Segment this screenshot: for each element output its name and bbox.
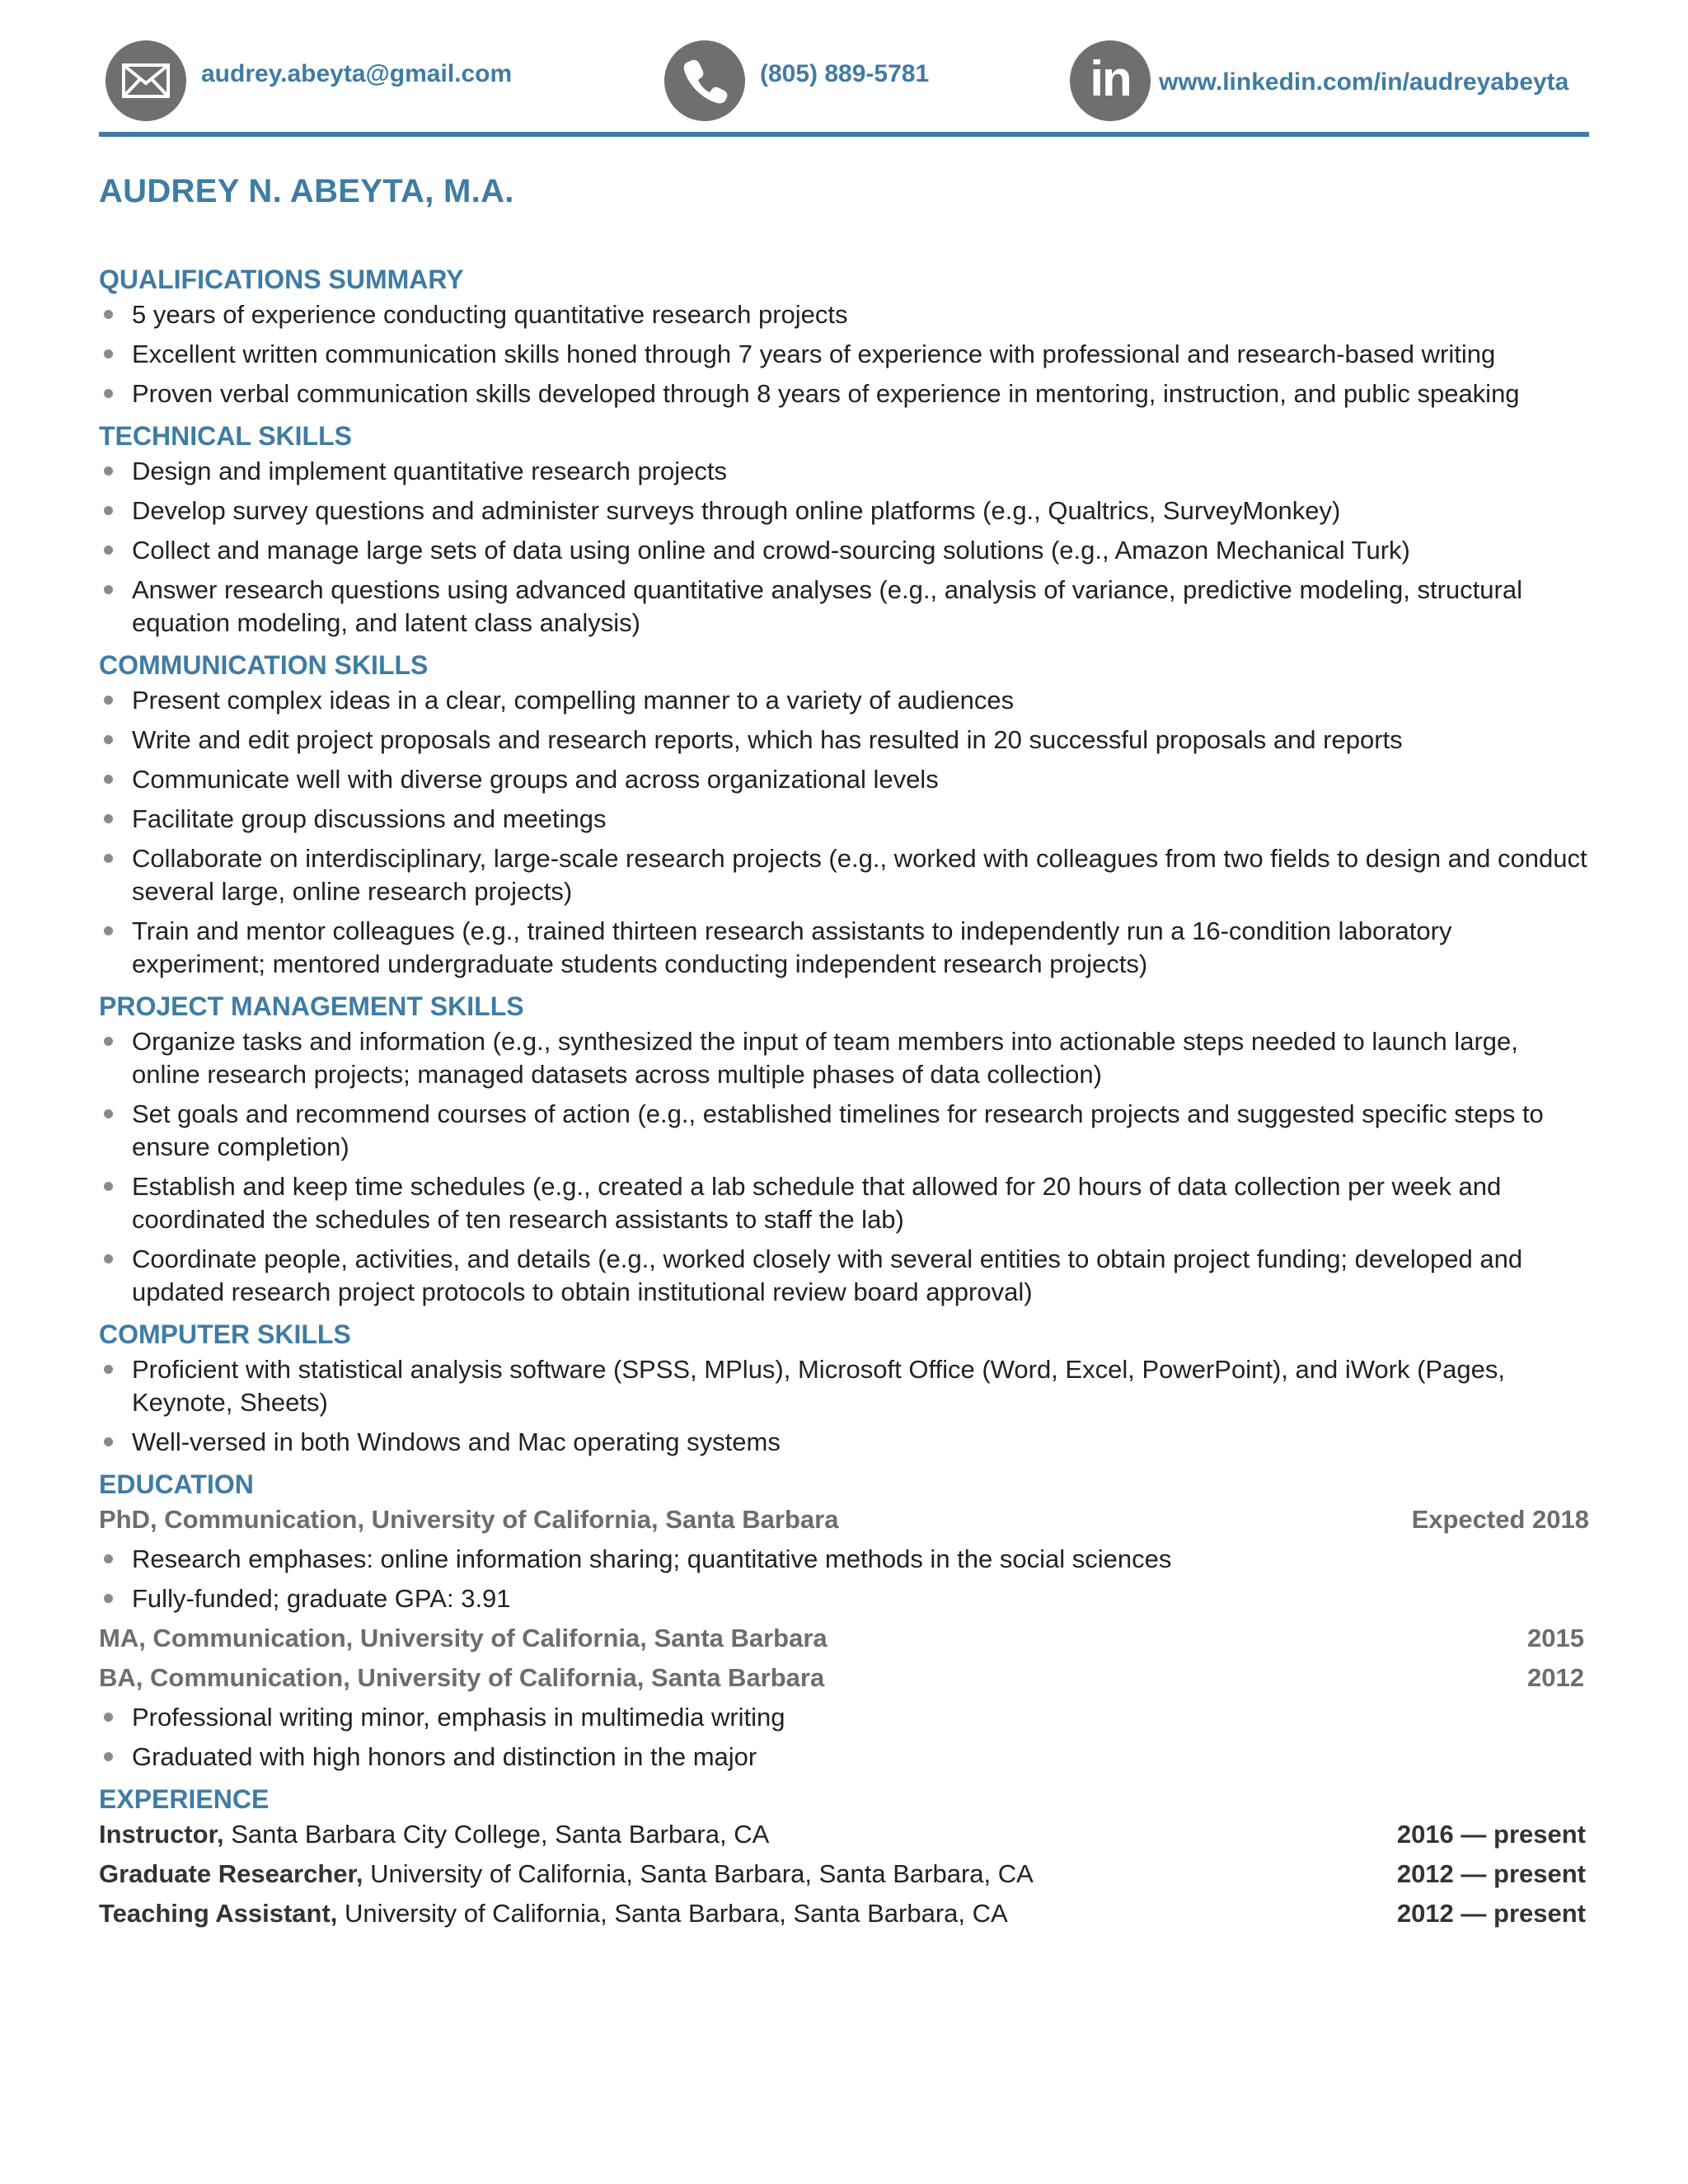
degree-year: 2012 [1527,1663,1584,1692]
section-education [99,1465,1589,1774]
contact-linkedin[interactable] [1070,40,1568,122]
bullet-icon [104,1365,113,1374]
job-role: Graduate Researcher, [99,1859,363,1888]
bullet-icon [104,466,113,476]
bullet-icon [104,1713,113,1722]
list-item [99,338,1589,371]
linkedin-icon [1070,40,1151,121]
experience-entry [99,1897,1589,1930]
list-item [99,494,1589,527]
education-entry [99,1622,1589,1655]
list-item-text: Collaborate on interdisciplinary, large-scale research projects (e.g., worked with colleagues from two fields to design and conduct several large, online research projects) [132,844,1587,906]
list-item-text: Excellent written communication skills honed through 7 years of experience with professional and research-based writing [132,340,1496,368]
bullet-icon [104,775,113,784]
experience-entry [99,1818,1589,1851]
list-item [99,1170,1589,1236]
job-role: Teaching Assistant, [99,1899,338,1928]
list-item-text: Design and implement quantitative research projects [132,457,727,485]
bullet-icon [104,310,113,319]
list-item-text: Fully-funded; graduate GPA: 3.91 [132,1584,511,1613]
list-item-text: Develop survey questions and administer surveys through online platforms (e.g., Qualtrics, SurveyMonkey) [132,496,1341,525]
list-item [99,1543,1589,1576]
degree-year: Expected 2018 [1411,1505,1589,1534]
bullet-icon [104,585,113,594]
job-dates: 2016 — present [1396,1820,1586,1849]
section-project-management [99,987,1589,1309]
list-item [99,724,1589,757]
section-experience [99,1780,1589,1930]
list-item [99,455,1589,488]
education-entry [99,1661,1589,1694]
bullet-icon [104,389,113,398]
list-item-text: Research emphases: online information sharing; quantitative methods in the social sciences [132,1544,1172,1573]
list-item [99,1025,1589,1091]
bullet-list [99,1543,1589,1615]
list-item [99,1243,1589,1309]
list-item-text: Write and edit project proposals and research reports, which has resulted in 20 successful proposals and reports [132,725,1403,754]
experience-position [99,1858,1034,1891]
candidate-name: AUDREY N. ABEYTA, M.A. [99,173,514,209]
bullet-icon [104,1182,113,1191]
bullet-icon [104,1109,113,1118]
list-item-text: Graduated with high honors and distinction in the major [132,1742,757,1771]
list-item [99,915,1589,981]
experience-position [99,1897,1008,1930]
section-title: TECHNICAL SKILLS [99,421,352,451]
bullet-icon [104,1437,113,1446]
section-communication [99,646,1589,981]
email-link[interactable]: audrey.abeyta@gmail.com [201,60,513,87]
bullet-list [99,684,1589,981]
list-item-text: Coordinate people, activities, and details (e.g., worked closely with several entities to obtain project funding; developed and updated research project protocols to obtain institutional review board approval) [132,1244,1523,1306]
list-item [99,1353,1589,1419]
bullet-list [99,298,1589,410]
bullet-list [99,1353,1589,1459]
list-item [99,377,1589,410]
list-item-text: Set goals and recommend courses of action (e.g., established timelines for research projects and suggested specific steps to ensure completion) [132,1099,1544,1161]
bullet-list [99,455,1589,640]
header-divider [99,132,1589,137]
linkedin-glyph: in [1090,51,1131,106]
list-item-text: 5 years of experience conducting quantitative research projects [132,300,848,329]
resume-body [99,171,1589,1937]
job-place: University of California, Santa Barbara, Santa Barbara, CA [363,1859,1034,1888]
bullet-icon [104,814,113,823]
bullet-icon [104,1554,113,1563]
job-place: Santa Barbara City College, Santa Barbara, CA [223,1820,770,1849]
bullet-icon [104,735,113,744]
list-item [99,1701,1589,1734]
bullet-icon [104,506,113,515]
degree: MA, Communication, University of California, Santa Barbara [99,1624,828,1652]
list-item [99,842,1589,908]
bullet-icon [104,696,113,705]
list-item-text: Collect and manage large sets of data using online and crowd-sourcing solutions (e.g., Amazon Mechanical Turk) [132,536,1410,565]
list-item-text: Facilitate group discussions and meetings [132,804,607,833]
degree: PhD, Communication, University of California, Santa Barbara [99,1505,839,1534]
degree-year: 2015 [1527,1624,1584,1652]
bullet-icon [104,1594,113,1603]
list-item [99,684,1589,717]
section-title: EXPERIENCE [99,1784,270,1814]
bullet-list [99,1025,1589,1309]
bullet-icon [104,854,113,863]
section-title: QUALIFICATIONS SUMMARY [99,265,464,294]
bullet-icon [104,1254,113,1263]
list-item-text: Well-versed in both Windows and Mac operating systems [132,1427,781,1456]
job-role: Instructor, [99,1820,224,1849]
list-item [99,574,1589,640]
list-item [99,534,1589,567]
envelope-icon [106,40,186,121]
contact-phone[interactable] [664,40,929,122]
section-qualifications [99,260,1589,410]
phone-link[interactable]: (805) 889-5781 [760,60,930,87]
name-spacer [99,211,1589,260]
contact-email[interactable] [106,40,512,122]
list-item-text: Present complex ideas in a clear, compelling manner to a variety of audiences [132,686,1015,715]
bullet-icon [104,546,113,555]
list-item [99,1426,1589,1459]
section-title: COMPUTER SKILLS [99,1319,351,1349]
job-dates: 2012 — present [1396,1859,1586,1888]
phone-icon [664,40,745,121]
section-computer [99,1315,1589,1459]
degree: BA, Communication, University of California, Santa Barbara [99,1663,825,1692]
job-dates: 2012 — present [1396,1899,1586,1928]
list-item [99,298,1589,331]
bullet-icon [104,1752,113,1761]
list-item-text: Proven verbal communication skills developed through 8 years of experience in mentoring, instruction, and public speaking [132,379,1520,408]
section-title: EDUCATION [99,1469,254,1499]
experience-entry [99,1858,1589,1891]
list-item [99,1582,1589,1615]
education-entry [99,1503,1589,1536]
list-item-text: Establish and keep time schedules (e.g., created a lab schedule that allowed for 20 hours of data collection per week and coordinated the schedules of ten research assistants to staff the lab) [132,1172,1502,1234]
section-title: PROJECT MANAGEMENT SKILLS [99,991,524,1021]
section-technical [99,417,1589,640]
list-item-text: Proficient with statistical analysis software (SPSS, MPlus), Microsoft Office (Word, Excel, PowerPoint), and iWork (Pages, Keynote, Sheets) [132,1355,1505,1417]
list-item-text: Communicate well with diverse groups and across organizational levels [132,765,939,794]
experience-position [99,1818,769,1851]
bullet-icon [104,1037,113,1046]
list-item-text: Organize tasks and information (e.g., synthesized the input of team members into actionable steps needed to launch large, online research projects; managed datasets across multiple phases of data collection) [132,1027,1518,1089]
section-title: COMMUNICATION SKILLS [99,650,429,680]
contact-bar [99,40,1589,130]
list-item [99,803,1589,836]
list-item-text: Professional writing minor, emphasis in multimedia writing [132,1703,785,1732]
bullet-icon [104,349,113,359]
bullet-icon [104,926,113,935]
list-item-text: Answer research questions using advanced quantitative analyses (e.g., analysis of variance, predictive modeling, structural equation modeling, and latent class analysis) [132,575,1522,637]
job-place: University of California, Santa Barbara, Santa Barbara, CA [337,1899,1008,1928]
linkedin-link[interactable]: www.linkedin.com/in/audreyabeyta [1159,68,1569,96]
list-item-text: Train and mentor colleagues (e.g., trained thirteen research assistants to independently run a 16-condition laboratory experiment; mentored undergraduate students conducting independent research projects) [132,916,1452,978]
list-item [99,1098,1589,1164]
bullet-list [99,1701,1589,1774]
list-item [99,763,1589,796]
list-item [99,1741,1589,1774]
